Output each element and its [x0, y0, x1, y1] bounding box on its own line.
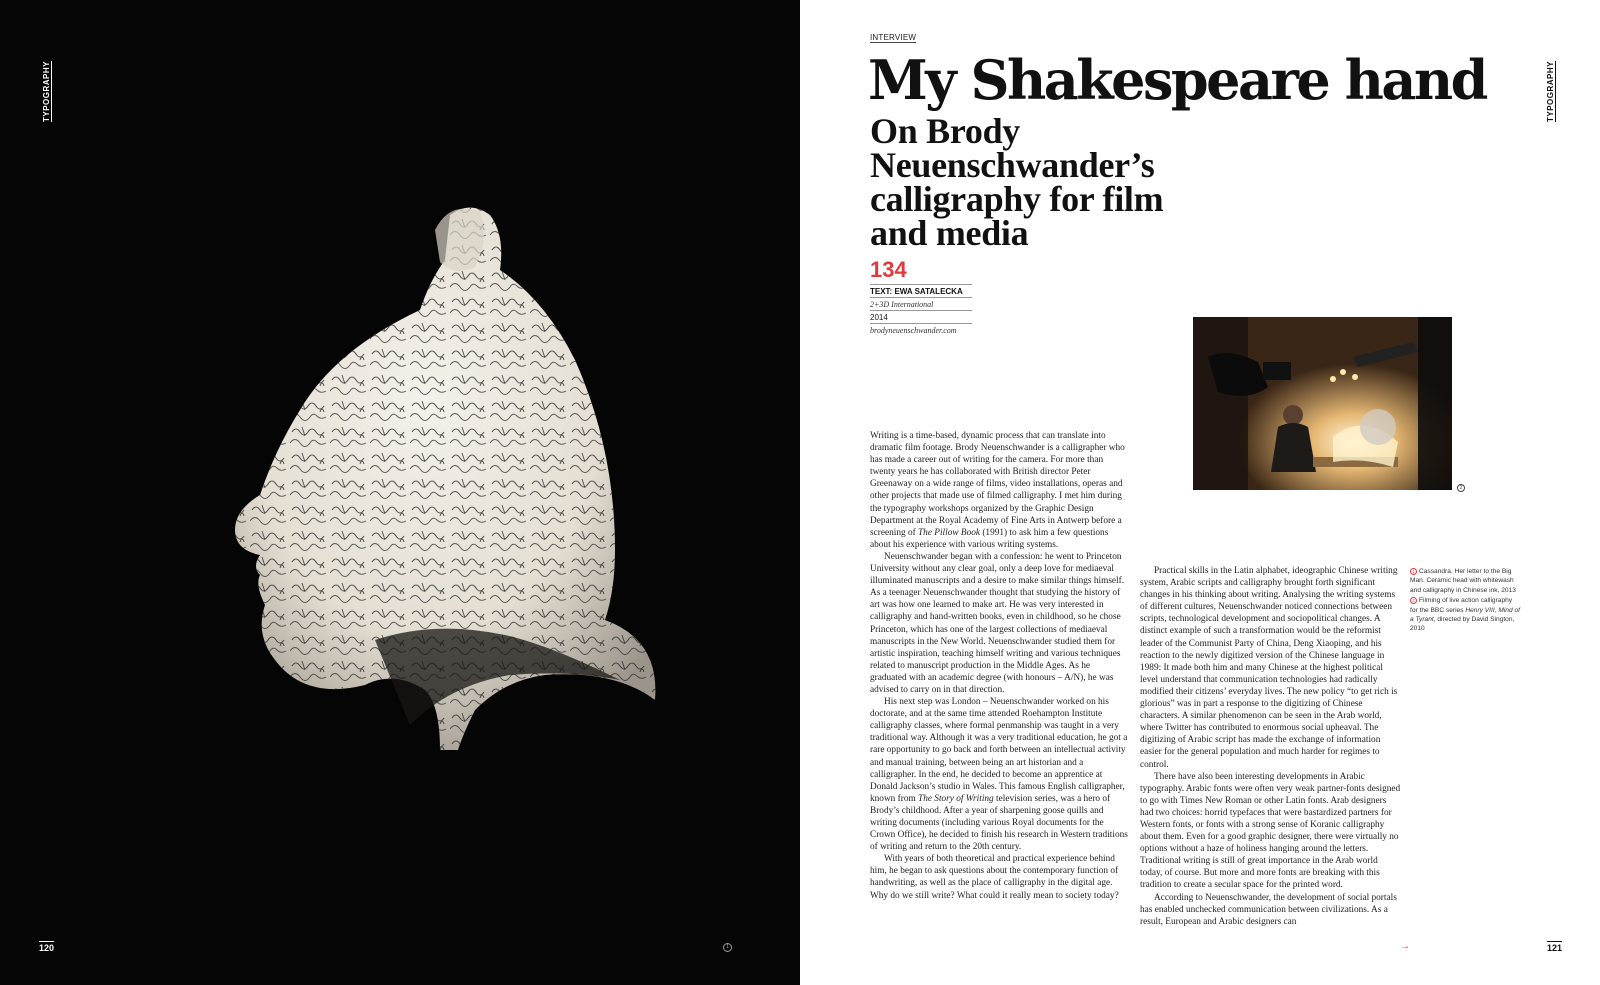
headline: My Shakespeare hand	[868, 48, 1486, 112]
website: brodyneuenschwander.com	[870, 323, 972, 336]
body-column-1	[870, 430, 1128, 955]
kicker: INTERVIEW	[870, 33, 917, 42]
author-credit: TEXT: EWA SATALECKA	[870, 284, 972, 297]
paragraph: Writing is a time-based, dynamic process that can translate into dramatic film footage. Brody Neuenschwander is a calligrapher who has made a career out of writing for the camera. For more than twenty years he has collaborated with British director Peter Greenaway on a wide range of films, video installations, operas and other projects that made use of filmed calligraphy. I met him during the typography workshops organized by the Graphic Design Department at the Royal Academy of Fine Arts in Antwerp before a screening of The Pillow Book (1991) to ask him a few questions about his experience with various writing systems.	[870, 431, 1125, 550]
article-meta	[870, 284, 972, 336]
paragraph: Neuenschwander began with a confession: he went to Princeton University without any clear goal, only a deep love for mediaeval illuminated manuscripts and a desire to make similar things himself. As a teenager Neuenschwander thought that studying the history of art was how one learned to make art. He was very interested in calligraphy and hand-written books, even in childhood, so he chose Princeton, which has one of the largest collections of mediaeval manuscripts in the New World. Neuenschwander studied them for artistic inspiration, teaching himself writing and various techniques related to manuscript production in the Middle Ages. As he graduated with an academic degree (with honours – A/N), he was advised to carry on in that direction.	[870, 551, 1125, 695]
caption-1: 1 Cassandra. Her letter to the Big Man. Ceramic head with whitewash and calligraphy in Chinese ink, 2013	[1410, 568, 1516, 594]
section-label-right: TYPOGRAPHY	[1546, 60, 1555, 122]
caption-number: 2	[1410, 597, 1417, 604]
page-number: 120	[39, 943, 55, 953]
section-label: TYPOGRAPHY	[42, 60, 51, 122]
ceramic-head-sculpture-image	[130, 190, 670, 750]
body-column-2	[1140, 565, 1402, 955]
page-number-right: 121	[1547, 943, 1563, 953]
paragraph: His next step was London – Neuenschwander worked on his doctorate, and at the same time attended Roehampton Institute calligraphy classes, where formal penmanship was taught in a very traditional way. Although it was a very traditional education, he got a rare opportunity to go back and forth between an intellectual activity and manual training, between being an art historian and a calligrapher. In the end, he decided to become an apprentice at Donald Jackson’s studio in Wales. This famous English calligrapher, known from The Story of Writing television series, was a hero of Brody’s childhood. After a year of sharpening goose quills and writing documents (including various Royal documents for the Crown Office), he decided to finish his research in Western traditions of writing and return to the 20th century.	[870, 697, 1128, 853]
photo-marker: 2	[1457, 484, 1465, 492]
issue-number: 134	[870, 257, 907, 282]
image-captions	[1410, 567, 1520, 635]
caption-2: 2 Filming of live action calligraphy for the BBC series Henry VIII, Mind of a Tyrant, directed by David Sington, 2010	[1410, 597, 1520, 633]
subhead: On Brody Neuenschwander’s calligraphy for film and media	[870, 111, 1164, 253]
continue-arrow-icon: →	[1400, 941, 1410, 952]
paragraph: Practical skills in the Latin alphabet, ideographic Chinese writing system, Arabic scripts and calligraphy brought forth significant changes in his thinking about writing. Analysing the writing systems of different cultures, Neuenschwander noticed connections between scripts, technological development and sociopolitical changes. A distinct example of such a transformation would be the reformist leader of the Communist Party of China, Deng Xiaoping, and his reaction to the newly digitized version of the Chinese language in 1989: It made both him and many Chinese at the highest political level understand that communication technologies had radically modified their citizens’ everyday lives. The new policy “to get rich is glorious” was in part a response to the digitizing of Chinese characters. A similar phenomenon can be seen in the Arab world, where Twitter has contributed to enormous social upheaval. The digitizing of Arabic script has made the exchange of information easier for the general population and much harder for regimes to control.	[1140, 566, 1398, 770]
film-set-photo	[1193, 317, 1452, 490]
year: 2014	[870, 310, 972, 323]
publication: 2+3D International	[870, 297, 972, 310]
paragraph: According to Neuenschwander, the development of social portals has enabled unchecked communication between civilizations. As a result, European and Arabic designers can	[1140, 892, 1397, 927]
image-marker: 1	[723, 943, 732, 952]
caption-number: 1	[1410, 568, 1417, 575]
paragraph: There have also been interesting developments in Arabic typography. Arabic fonts were often very weak partner-fonts designed to go with Times New Roman or other Latin fonts. Arab designers had two choices: horrid typefaces that were bastardized partners for Western fonts, or fonts with a strong sense of Koranic calligraphy about them. Even for a good graphic designer, there were virtually no options without a haze of holiness hanging around the letters. Traditional writing is still of great importance in the Arab world today, of course. But more and more fonts are breaking with this tradition to create a secular space for the printed word.	[1140, 771, 1401, 891]
paragraph: With years of both theoretical and practical experience behind him, he began to ask questions about the contemporary function of handwriting, as well as the place of calligraphy in the digital age. Why do we still write? What could it really mean to society today?	[870, 854, 1119, 901]
